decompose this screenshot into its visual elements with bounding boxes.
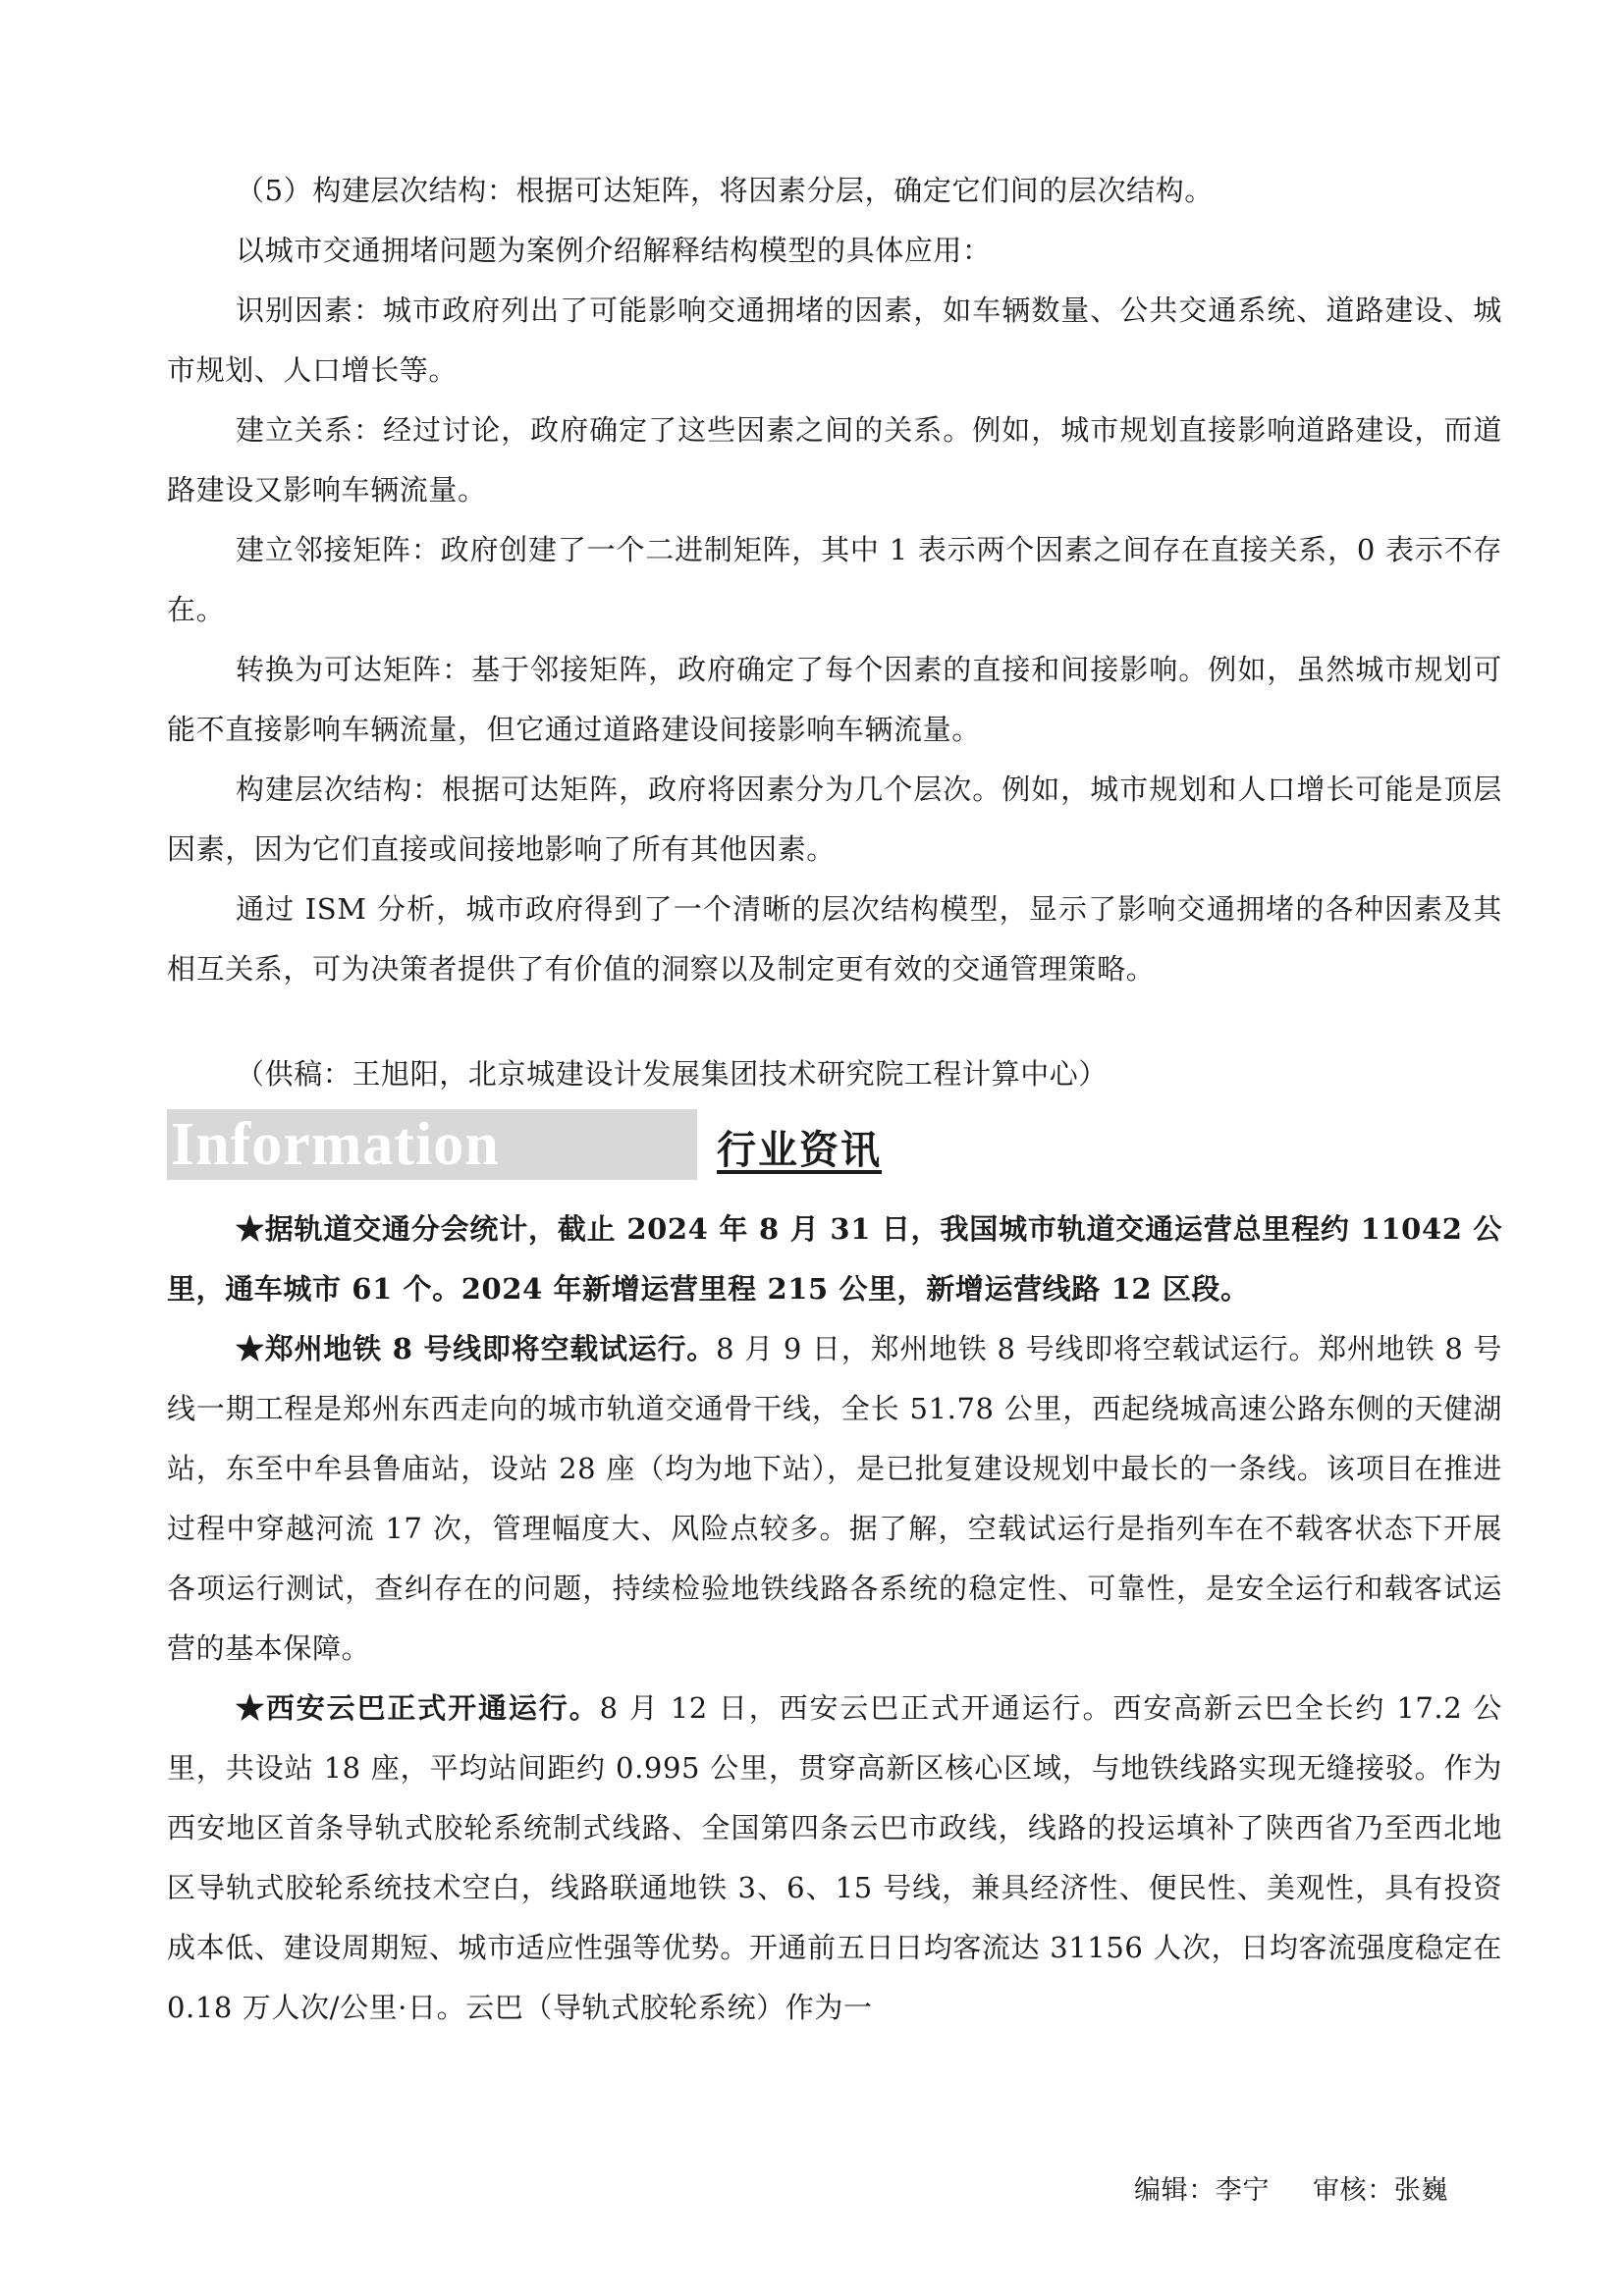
paragraph-identify-factors: 识别因素：城市政府列出了可能影响交通拥堵的因素，如车辆数量、公共交通系统、道路建设、城市规划、人口增长等。 (167, 294, 1502, 387)
page-footer (1134, 2171, 1491, 2211)
paragraph-case-intro: 以城市交通拥堵问题为案例介绍解释结构模型的具体应用： (236, 234, 992, 267)
news-headline: ★西安云巴正式开通运行。 (236, 1691, 600, 1725)
news-headline: ★郑州地铁 8 号线即将空载试运行。 (236, 1332, 717, 1365)
paragraph-adjacency-matrix: 建立邻接矩阵：政府创建了一个二进制矩阵，其中 1 表示两个因素之间存在直接关系，0 表示不存在。 (167, 533, 1502, 626)
news-item-rail-statistics: ★据轨道交通分会统计，截止 2024 年 8 月 31 日，我国城市轨道交通运营总里程约 11042 公里，通车城市 61 个。2024 年新增运营里程 215 公里，新增运营线路 12 区段。 (167, 1212, 1502, 1306)
news-body: 8 月 12 日，西安云巴正式开通运行。西安高新云巴全长约 17.2 公里，共设站 18 座，平均站间距约 0.995 公里，贯穿高新区核心区域，与地铁线路实现无缝接驳。作为西安地区首条导轨式胶轮系统制式线路、全国第四条云巴市政线，线路的投运填补了陕西省乃至西北地区导轨式胶轮系统技术空白，线路联通地铁 3、6、15 号线，兼具经济性、便民性、美观性，具有投资成本低、建设周期短、城市适应性强等优势。开通前五日日均客流达 31156 人次，日均客流强度稳定在 0.18 万人次/公里·日。云巴（导轨式胶轮系统）作为一 (167, 1691, 1502, 2024)
paragraph-hierarchy-levels: 构建层次结构：根据可达矩阵，政府将因素分为几个层次。例如，城市规划和人口增长可能是顶层因素，因为它们直接或间接地影响了所有其他因素。 (167, 773, 1502, 866)
paragraph-hierarchy-step: （5）构建层次结构：根据可达矩阵，将因素分层，确定它们间的层次结构。 (236, 174, 1214, 207)
news-body: 8 月 9 日，郑州地铁 8 号线即将空载试运行。郑州地铁 8 号线一期工程是郑州东西走向的城市轨道交通骨干线，全长 51.78 公里，西起绕城高速公路东侧的天健湖站，东至中牟县鲁庙站，设站 28 座（均为地下站），是已批复建设规划中最长的一条线。该项目在推进过程中穿越河流 17 次，管理幅度大、风险点较多。据了解，空载试运行是指列车在不载客状态下开展各项运行测试，查纠存在的问题，持续检验地铁线路各系统的稳定性、可靠性，是安全运行和载客试运营的基本保障。 (167, 1332, 1502, 1665)
contributor-credit: （供稿：王旭阳，北京城建设计发展集团技术研究院工程计算中心） (236, 1057, 1109, 1091)
paragraph-ism-summary: 通过 ISM 分析，城市政府得到了一个清晰的层次结构模型，显示了影响交通拥堵的各种因素及其相互关系，可为决策者提供了有价值的洞察以及制定更有效的交通管理策略。 (167, 892, 1502, 986)
footer-reviewer: 审核：张巍 (1313, 2175, 1448, 2206)
section-title: 行业资讯 (717, 1127, 882, 1173)
paragraph-reachability-matrix: 转换为可达矩阵：基于邻接矩阵，政府确定了每个因素的直接和间接影响。例如，虽然城市规划可能不直接影响车辆流量，但它通过道路建设间接影响车辆流量。 (167, 653, 1502, 746)
section-english-banner (167, 1109, 697, 1180)
section-header (167, 1109, 1502, 1180)
paragraph-build-relations: 建立关系：经过讨论，政府确定了这些因素之间的关系。例如，城市规划直接影响道路建设，而道路建设又影响车辆流量。 (167, 413, 1502, 507)
news-item-zhengzhou-line8 (167, 1319, 1502, 1679)
section-english-label: Information (171, 1111, 500, 1178)
footer-editor: 编辑：李宁 (1134, 2175, 1270, 2206)
news-item-xian-yunba (167, 1679, 1502, 2038)
